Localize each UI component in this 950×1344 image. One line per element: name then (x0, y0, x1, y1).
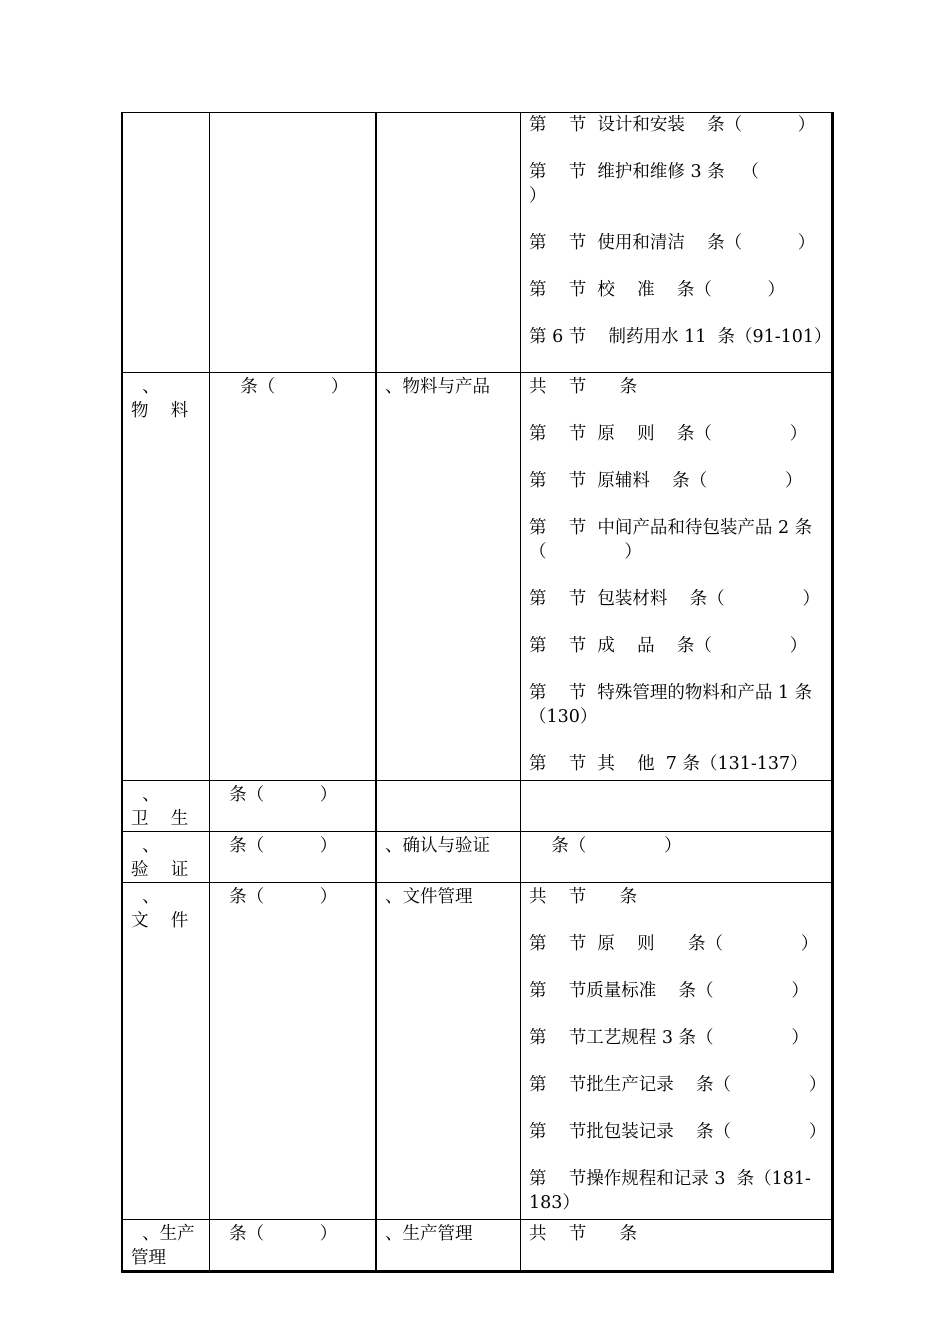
new-chapter-title: 、生产管理 (385, 1224, 473, 1244)
article-count-cell (210, 1220, 377, 1272)
section-line: 共 节 条 (529, 1224, 638, 1244)
article-count: 条（ ） (218, 836, 338, 856)
section-line: 第 节批包装记录 条（ ） (529, 1122, 827, 1142)
section-list-cell (521, 1220, 833, 1272)
section-line: 第 节 其 他 7 条（131-137） (529, 754, 808, 774)
article-count-cell (210, 113, 377, 373)
table-row (122, 1220, 833, 1272)
new-chapter-cell (376, 113, 521, 373)
new-chapter-cell (376, 832, 521, 883)
chapter-title: 卫 生 (131, 809, 189, 829)
chapter-number: 、 (131, 377, 160, 397)
section-list-cell (521, 832, 833, 883)
section-line: 第 节 校 准 条（ ） (529, 280, 786, 300)
chapter-cell (122, 883, 210, 1220)
section-line: 第 节 原 则 条（ ） (529, 424, 808, 444)
section-line: 共 节 条 (529, 377, 638, 397)
article-count-cell (210, 883, 377, 1220)
section-line: 第 节 使用和清洁 条（ ） (529, 233, 816, 253)
section-line: 第 节 中间产品和待包装产品 2 条（ ） (529, 518, 813, 562)
new-chapter-title: 、文件管理 (385, 887, 473, 907)
section-line: 第 节操作规程和记录 3 条（181-183） (529, 1169, 811, 1213)
section-line: 条（ ） (529, 836, 682, 856)
section-line: 第 节 成 品 条（ ） (529, 636, 808, 656)
article-count: 条（ ） (218, 1224, 338, 1244)
section-line: 第 节质量标准 条（ ） (529, 981, 809, 1001)
section-list-cell (521, 883, 833, 1220)
section-line: 第 节工艺规程 3 条（ ） (529, 1028, 809, 1048)
section-line: 第 节 包装材料 条（ ） (529, 589, 821, 609)
chapter-cell (122, 832, 210, 883)
table-row (122, 373, 833, 781)
section-line: 第 节 原辅料 条（ ） (529, 471, 803, 491)
new-chapter-title: 、确认与验证 (385, 836, 490, 856)
table-row (122, 113, 833, 373)
chapter-number: 、生产 (131, 1224, 195, 1244)
chapter-title: 验 证 (131, 860, 189, 880)
article-count: 条（ ） (218, 887, 338, 907)
new-chapter-title: 、物料与产品 (385, 377, 490, 397)
chapter-number: 、 (131, 785, 160, 805)
chapter-cell (122, 373, 210, 781)
section-line: 第 6 节 制药用水 11 条（91-101） (529, 327, 832, 347)
section-list-cell (521, 113, 833, 373)
new-chapter-cell (376, 883, 521, 1220)
chapter-cell (122, 781, 210, 832)
article-count-cell (210, 373, 377, 781)
new-chapter-cell (376, 1220, 521, 1272)
section-line: 共 节 条 (529, 887, 638, 907)
section-line: 第 节 设计和安装 条（ ） (529, 115, 816, 135)
chapter-title: 物 料 (131, 401, 189, 421)
article-count-cell (210, 781, 377, 832)
new-chapter-cell (376, 781, 521, 832)
chapter-cell (122, 1220, 210, 1272)
section-line: 第 节 特殊管理的物料和产品 1 条（130） (529, 683, 813, 727)
section-line: 第 节 维护和维修 3 条 （ ） (529, 162, 815, 206)
chapter-number: 、 (131, 887, 160, 907)
section-list-cell (521, 781, 833, 832)
table-row (122, 832, 833, 883)
chapter-title: 文 件 (131, 911, 189, 931)
section-line: 第 节批生产记录 条（ ） (529, 1075, 827, 1095)
gmp-comparison-table (121, 112, 834, 1273)
chapter-title: 管理 (131, 1248, 166, 1268)
section-list-cell (521, 373, 833, 781)
article-count: 条（ ） (218, 377, 349, 397)
chapter-cell (122, 113, 210, 373)
section-line: 第 节 原 则 条（ ） (529, 934, 819, 954)
table-row (122, 883, 833, 1220)
chapter-number: 、 (131, 836, 160, 856)
article-count: 条（ ） (218, 785, 338, 805)
new-chapter-cell (376, 373, 521, 781)
table-row (122, 781, 833, 832)
article-count-cell (210, 832, 377, 883)
